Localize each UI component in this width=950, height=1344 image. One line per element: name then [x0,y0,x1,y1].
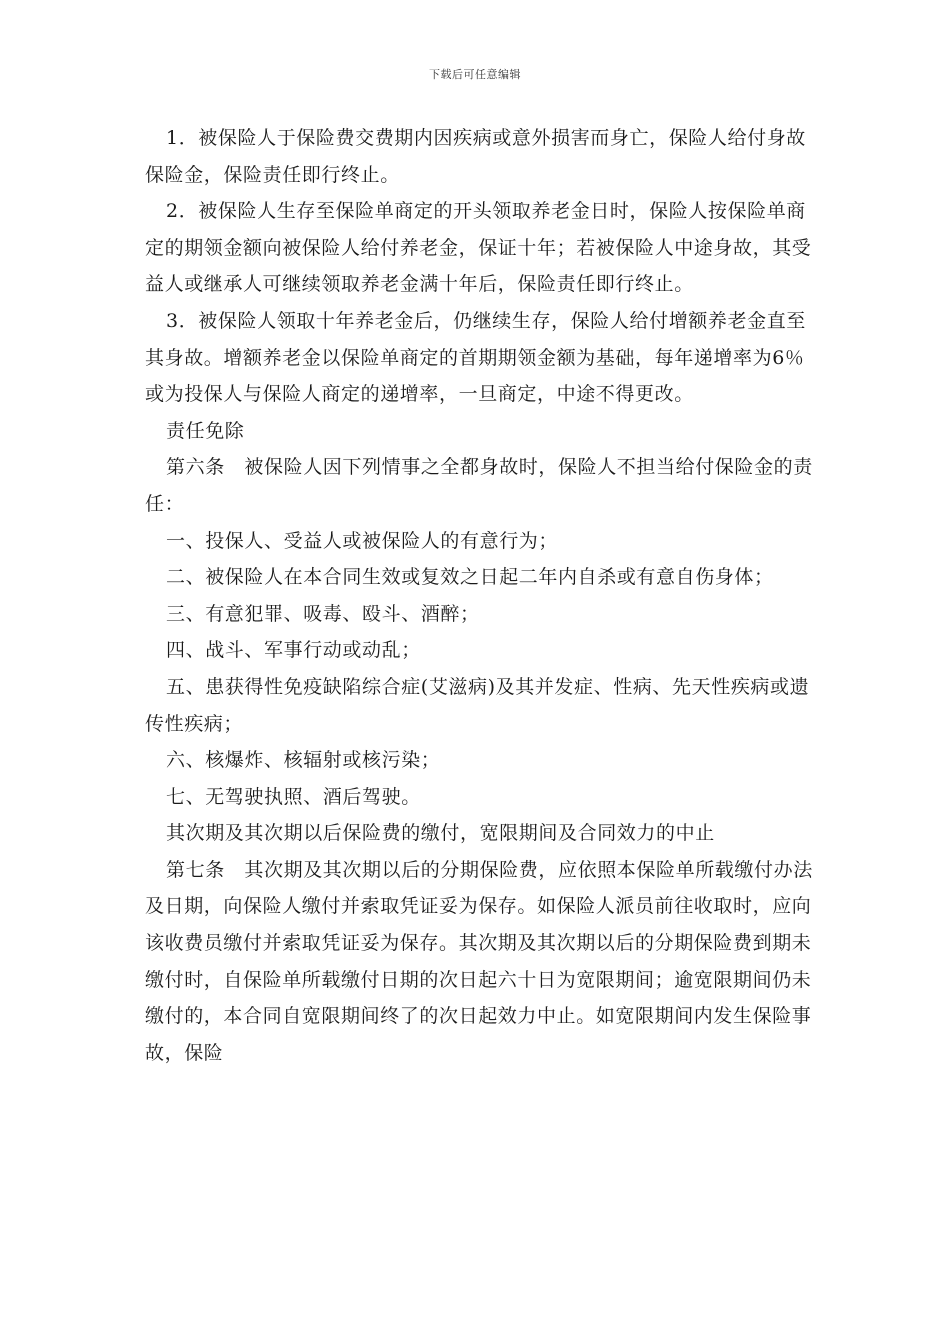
clause-paragraph-2: 2．被保险人生存至保险单商定的开头领取养老金日时，保险人按保险单商定的期领金额向被保险人给付养老金，保证十年；若被保险人中途身故，其受益人或继承人可继续领取养老金满十年后，保险责任即行终止。 [145,200,812,296]
section-heading-exclusions: 责任免除 [166,419,245,442]
document-body [145,120,815,1071]
exclusion-item-1: 一、投保人、受益人或被保险人的有意行为； [166,529,559,552]
exclusion-item-5: 五、患获得性免疫缺陷综合症(艾滋病)及其并发症、性病、先天性疾病或遗传性疾病； [145,675,810,735]
exclusion-item-6: 六、核爆炸、核辐射或核污染； [166,749,441,772]
exclusion-item-2: 二、被保险人在本合同生效或复效之日起二年内自杀或有意自伤身体； [166,566,774,589]
section-heading-grace-period: 其次期及其次期以后保险费的缴付，宽限期间及合同效力的中止 [166,822,715,845]
exclusion-item-4: 四、战斗、军事行动或动乱； [166,639,421,662]
article-7: 第七条 其次期及其次期以后的分期保险费，应依照本保险单所载缴付办法及日期，向保险人缴付并索取凭证妥为保存。如保险人派员前往收取时，应向该收费员缴付并索取凭证妥为保存。其次期及其次期以后的分期保险费到期未缴付时，自保险单所载缴付日期的次日起六十日为宽限期间；逾宽限期间仍未缴付的，本合同自宽限期间终了的次日起效力中止。如宽限期间内发生保险事故，保险 [145,858,813,1064]
article-6: 第六条 被保险人因下列情事之全都身故时，保险人不担当给付保险金的责任： [145,456,813,515]
page-header: 下载后可任意编辑 [429,68,521,81]
exclusion-item-3: 三、有意犯罪、吸毒、殴斗、酒醉； [166,602,480,625]
clause-paragraph-1: 1．被保险人于保险费交费期内因疾病或意外损害而身亡，保险人给付身故保险金，保险责任即行终止。 [145,127,806,186]
clause-paragraph-3: 3．被保险人领取十年养老金后，仍继续生存，保险人给付增额养老金直至其身故。增额养老金以保险单商定的首期期领金额为基础，每年递增率为6％或为投保人与保险人商定的递增率，一旦商定，中途不得更改。 [145,309,806,406]
exclusion-item-7: 七、无驾驶执照、酒后驾驶。 [166,785,421,808]
